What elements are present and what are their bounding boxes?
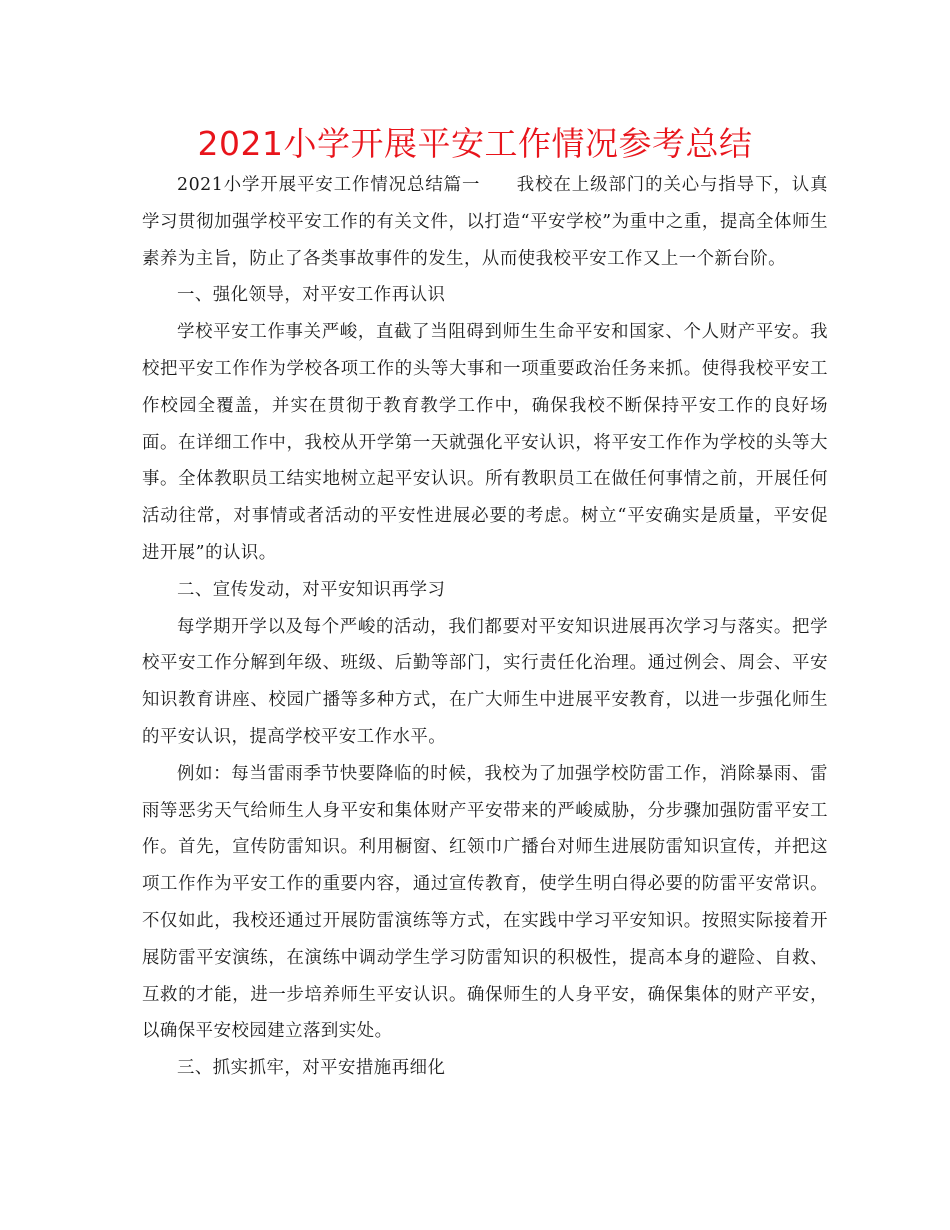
document-body [142,167,828,1087]
document-title: 2021小学开展平安工作情况参考总结 [197,124,753,163]
section-2-paragraph-2: 例如：每当雷雨季节快要降临的时候，我校为了加强学校防雷工作，消除暴雨、雷雨等恶劣天气给师生人身平安和集体财产平安带来的严峻威胁，分步骤加强防雷平安工作。首先，宣传防雷知识。利用橱窗、红领巾广播台对师生进展防雷知识宣传，并把这项工作作为平安工作的重要内容，通过宣传教育，使学生明白得必要的防雷平安常识。不仅如此，我校还通过开展防雷演练等方式，在实践中学习平安知识。按照实际接着开展防雷平安演练，在演练中调动学生学习防雷知识的积极性，提高本身的避险、自救、互救的才能，进一步培养师生平安认识。确保师生的人身平安，确保集体的财产平安，以确保平安校园建立落到实处。 [142,763,828,1042]
intro-paragraph [142,167,828,277]
intro-text: 我校在上级部门的关心与指导下，认真学习贯彻加强学校平安工作的有关文件，以打造“平安学校”为重中之重，提高全体师生素养为主旨，防止了各类事故事件的发生，从而使我校平安工作又上一个新台阶。 [142,175,828,269]
section-2-paragraph-1: 每学期开学以及每个严峻的活动，我们都要对平安知识进展再次学习与落实。把学校平安工作分解到年级、班级、后勤等部门，实行责任化治理。通过例会、周会、平安知识教育讲座、校园广播等多种方式，在广大师生中进展平安教育，以进一步强化师生的平安认识，提高学校平安工作水平。 [142,616,828,747]
section-2-heading: 二、宣传发动，对平安知识再学习 [177,579,446,600]
section-1-heading: 一、强化领导，对平安工作再认识 [177,285,446,306]
section-3-heading: 三、抓实抓牢，对平安措施再细化 [177,1058,446,1079]
intro-lead: 2021小学开展平安工作情况总结篇一 [177,175,481,195]
section-1-paragraph: 学校平安工作事关严峻，直截了当阻碍到师生生命平安和国家、个人财产平安。我校把平安工作作为学校各项工作的头等大事和一项重要政治任务来抓。使得我校平安工作校园全覆盖，并实在贯彻于教育教学工作中，确保我校不断保持平安工作的良好场面。在详细工作中，我校从开学第一天就强化平安认识，将平安工作作为学校的头等大事。全体教职员工结实地树立起平安认识。所有教职员工在做任何事情之前，开展任何活动往常，对事情或者活动的平安性进展必要的考虑。树立“平安确实是质量，平安促进开展”的认识。 [142,322,828,563]
